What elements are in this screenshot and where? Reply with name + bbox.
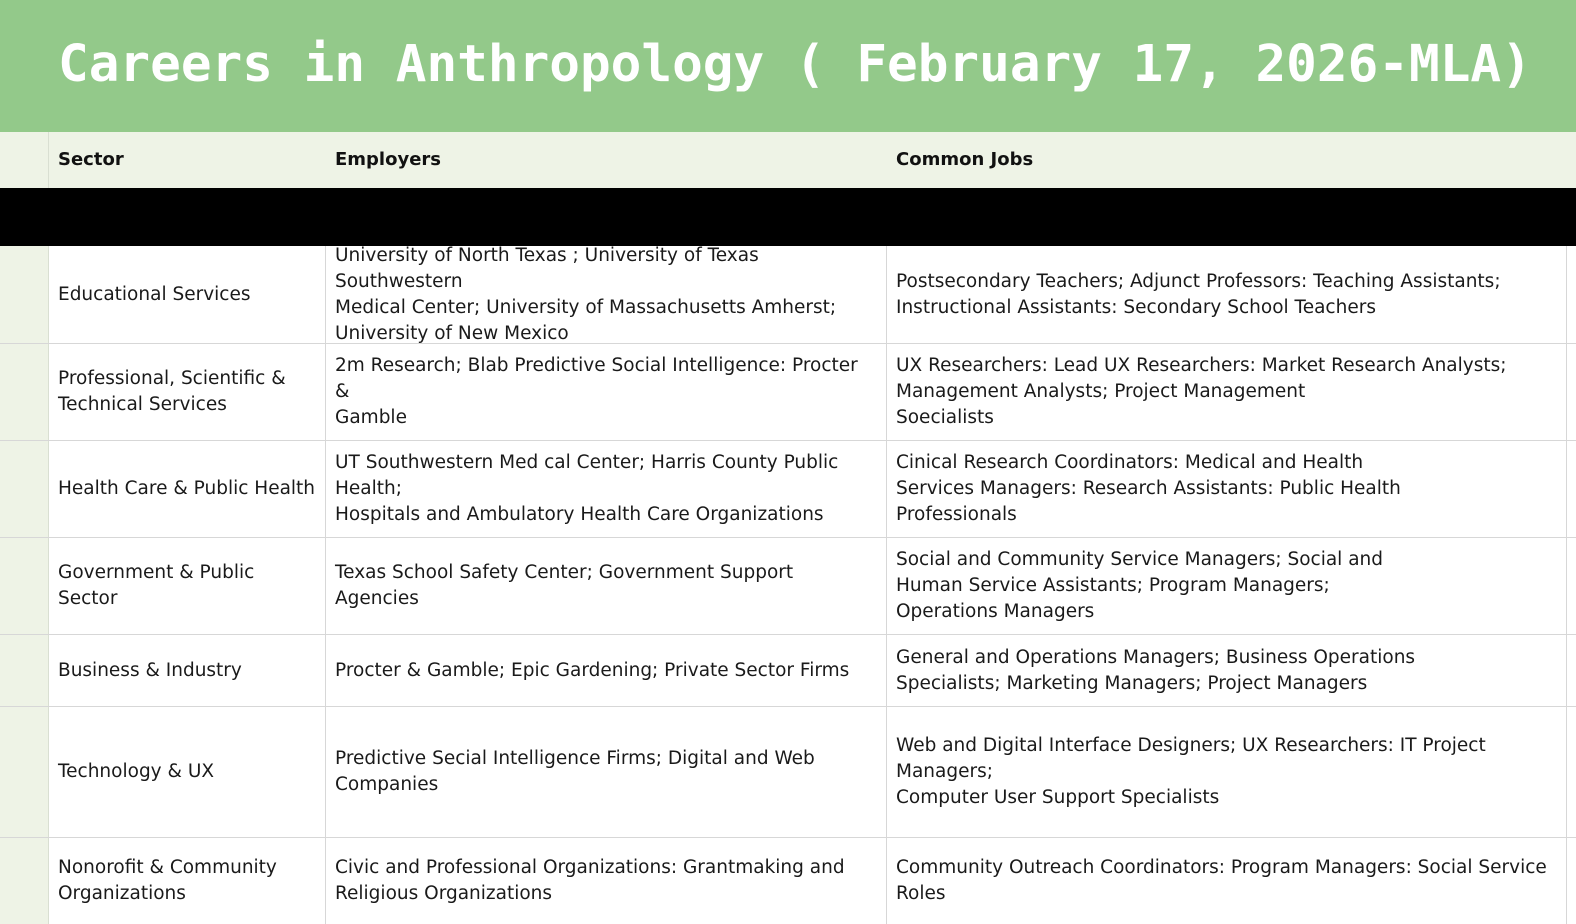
column-header-sector[interactable]: Sector (58, 149, 124, 170)
jobs-cell[interactable]: Web and Digital Interface Designers; UX Researchers: IT Project Managers; Computer User Support Specialists (887, 707, 1567, 837)
sector-cell[interactable]: Technology & UX (49, 707, 326, 837)
jobs-cell[interactable]: Cinical Research Coordinators: Medical and Health Services Managers: Research Assistants: Public Health Professionals (887, 441, 1567, 537)
row-gutter (0, 441, 49, 537)
sector-cell[interactable]: Government & Public Sector (49, 538, 326, 634)
employers-cell[interactable]: Texas School Safety Center; Government Support Agencies (326, 538, 887, 634)
jobs-cell[interactable]: General and Operations Managers; Business Operations Specialists; Marketing Managers; Project Managers (887, 635, 1567, 706)
employers-cell[interactable]: Procter & Gamble; Epic Gardening; Private Sector Firms (326, 635, 887, 706)
column-header-employers[interactable]: Employers (335, 149, 442, 170)
table-header-row (0, 132, 1576, 188)
row-gutter (0, 707, 49, 837)
employers-cell[interactable]: Civic and Professional Organizations: Grantmaking and Religious Organizations (326, 838, 887, 924)
sector-cell[interactable]: Nonorofit & Community Organizations (49, 838, 326, 924)
row-gutter (0, 132, 49, 188)
jobs-cell[interactable]: Community Outreach Coordinators: Program Managers: Social Service Roles (887, 838, 1567, 924)
table-row (0, 707, 1576, 838)
employers-cell[interactable]: 2m Research; Blab Predictive Social Intelligence: Procter & Gamble (326, 344, 887, 440)
table-row (0, 838, 1576, 924)
employers-cell[interactable]: University of North Texas ; University of Texas Southwestern Medical Center; University of Massachusetts Amherst; University of New Mexico (326, 246, 887, 343)
sector-cell[interactable]: Health Care & Public Health (49, 441, 326, 537)
separator-band (0, 188, 1576, 246)
column-header-common-jobs[interactable]: Common Jobs (896, 149, 1034, 170)
employers-cell[interactable]: UT Southwestern Med cal Center; Harris County Public Health; Hospitals and Ambulatory Health Care Organizations (326, 441, 887, 537)
jobs-cell[interactable]: UX Researchers: Lead UX Researchers: Market Research Analysts; Management Analysts; Project Management Soecialists (887, 344, 1567, 440)
row-gutter (0, 246, 49, 343)
title-banner (0, 0, 1576, 132)
jobs-cell[interactable]: Postsecondary Teachers; Adjunct Professors: Teaching Assistants; Instructional Assistants: Secondary School Teachers (887, 246, 1567, 343)
table-row (0, 246, 1576, 344)
table-row (0, 344, 1576, 441)
jobs-cell[interactable]: Social and Community Service Managers; Social and Human Service Assistants; Program Managers; Operations Managers (887, 538, 1567, 634)
table-row (0, 538, 1576, 635)
row-gutter (0, 344, 49, 440)
page-title: Careers in Anthropology ( February 17, 2026-MLA) (58, 35, 1532, 94)
sector-cell[interactable]: Professional, Scientific & Technical Services (49, 344, 326, 440)
table-row (0, 635, 1576, 707)
row-gutter (0, 635, 49, 706)
table-row (0, 441, 1576, 538)
sector-cell[interactable]: Educational Services (49, 246, 326, 343)
row-gutter (0, 538, 49, 634)
sector-cell[interactable]: Business & Industry (49, 635, 326, 706)
employers-cell[interactable]: Predictive Secial Intelligence Firms; Digital and Web Companies (326, 707, 887, 837)
row-gutter (0, 838, 49, 924)
